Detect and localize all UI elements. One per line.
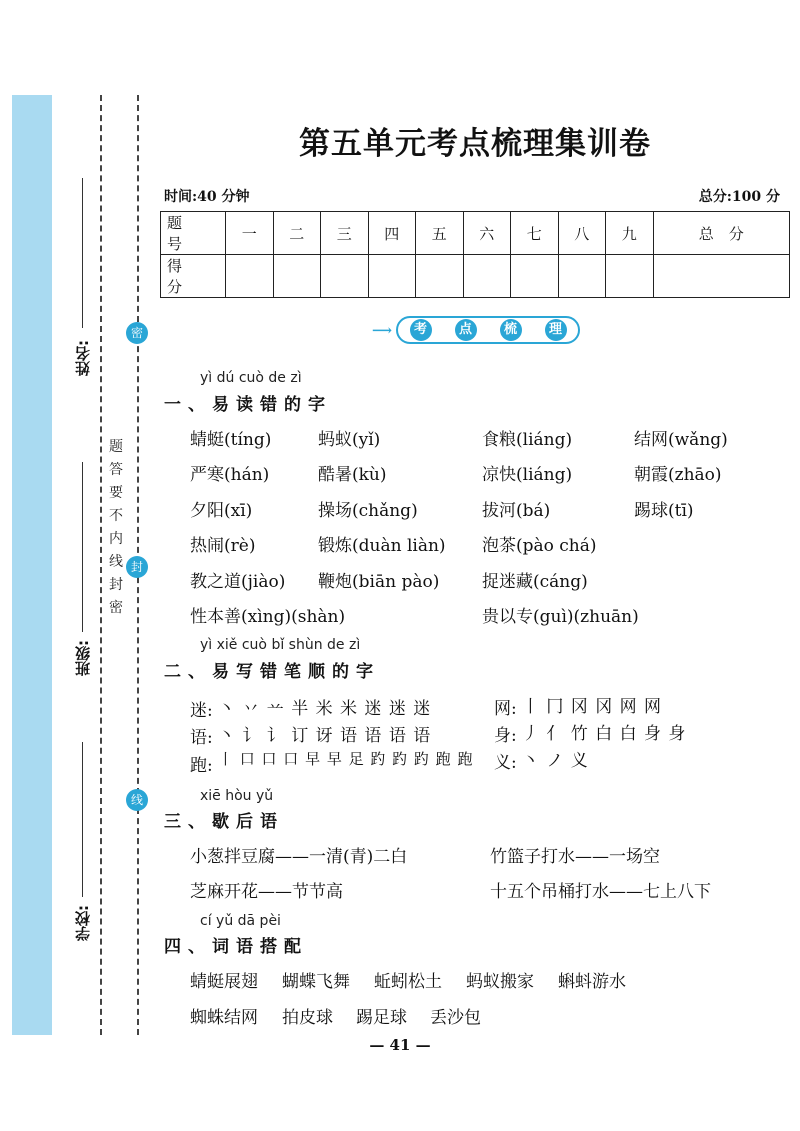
- page-number: — 41 —: [369, 1036, 431, 1054]
- word-item: 锻炼(duàn liàn): [318, 536, 446, 556]
- stroke-char: 身:: [494, 726, 517, 746]
- stroke-char: 网:: [494, 699, 517, 719]
- phrase-item: 蚂蚁搬家: [466, 972, 534, 992]
- word-item: 性本善(xìng)(shàn): [190, 607, 346, 627]
- word-item: 蜻蜓(tíng): [190, 430, 272, 450]
- row-label-cell: 得 分: [161, 255, 226, 298]
- phrase-item: 拍皮球: [282, 1008, 333, 1028]
- section3-pinyin: xiē hòu yǔ: [200, 788, 274, 804]
- score-cell[interactable]: [226, 255, 274, 298]
- section2-heading: 二、易写错笔顺的字: [164, 662, 380, 682]
- warning-char: 要: [109, 485, 123, 501]
- stroke-order: 丿 亻 竹 白 白 身 身: [522, 724, 687, 744]
- word-item: 泡茶(pào chá): [482, 536, 597, 556]
- section3-heading: 三、歇后语: [164, 812, 284, 832]
- stroke-char: 跑:: [190, 756, 213, 776]
- score-cell[interactable]: [273, 255, 321, 298]
- phrase-item: 踢足球: [356, 1008, 407, 1028]
- score-cell[interactable]: [321, 255, 369, 298]
- phrase-item: 蜘蛛结网: [190, 1008, 258, 1028]
- word-item: 鞭炮(biān pào): [318, 572, 440, 592]
- banner-pill: [396, 316, 580, 344]
- phrase-item: 蜻蜓展翅: [190, 972, 258, 992]
- section-banner: [372, 316, 578, 342]
- time-limit: 时间:40 分钟: [164, 189, 250, 205]
- word-item: 夕阳(xī): [190, 501, 253, 521]
- score-cell[interactable]: [653, 255, 789, 298]
- header-cell: 题 号: [161, 212, 226, 255]
- section1-heading: 一、易读错的字: [164, 395, 332, 415]
- stroke-char: 迷:: [190, 701, 213, 721]
- seal-circle-xian: 线: [126, 789, 148, 811]
- word-item: 蚂蚁(yǐ): [318, 430, 381, 450]
- word-item: 教之道(jiào): [190, 572, 286, 592]
- stroke-order: 丶 丷 䒑 半 米 米 迷 迷 迷: [218, 699, 432, 719]
- stroke-order: 丶 讠 讠 订 讶 语 语 语 语: [218, 726, 432, 746]
- class-line[interactable]: [82, 462, 83, 632]
- warning-char: 内: [109, 531, 123, 547]
- school-label: 学校:: [74, 905, 92, 941]
- word-item: 捉迷藏(cáng): [482, 572, 588, 592]
- header-cell: 二: [273, 212, 321, 255]
- stroke-order: 丶 ノ 义: [522, 751, 589, 771]
- phrase-item: 蝌蚪游水: [558, 972, 626, 992]
- word-item: 酷暑(kù): [318, 465, 387, 485]
- score-cell[interactable]: [416, 255, 464, 298]
- warning-char: 答: [109, 462, 123, 478]
- page-title: 第五单元考点梳理集训卷: [299, 126, 651, 162]
- section2-pinyin: yì xiě cuò bǐ shùn de zì: [200, 637, 361, 653]
- section4-pinyin: cí yǔ dā pèi: [200, 913, 281, 929]
- warning-char: 密: [109, 600, 123, 616]
- warning-char: 题: [109, 439, 123, 455]
- stroke-char: 义:: [494, 753, 517, 773]
- cut-line-outer: [100, 95, 102, 1035]
- side-color-strip: [12, 95, 52, 1035]
- phrase-item: 丢沙包: [430, 1008, 481, 1028]
- header-cell: 七: [511, 212, 559, 255]
- word-item: 食粮(liáng): [482, 430, 573, 450]
- score-table-score-row: [161, 255, 790, 298]
- header-cell: 九: [606, 212, 654, 255]
- score-cell[interactable]: [511, 255, 559, 298]
- stroke-char: 语:: [190, 728, 213, 748]
- score-cell[interactable]: [606, 255, 654, 298]
- stroke-order: 丨 口 口 口 早 早 足 趵 趵 趵 跑 跑: [218, 750, 474, 768]
- warning-char: 不: [109, 508, 123, 524]
- total-score: 总分:100 分: [698, 189, 780, 205]
- seal-warning-text: [106, 436, 126, 620]
- score-cell[interactable]: [368, 255, 416, 298]
- header-cell: 三: [321, 212, 369, 255]
- section1-pinyin: yì dú cuò de zì: [200, 370, 302, 386]
- score-table: [160, 211, 790, 298]
- word-item: 结网(wǎng): [634, 430, 728, 450]
- score-cell[interactable]: [558, 255, 606, 298]
- header-cell: 六: [463, 212, 511, 255]
- banner-char: 梳: [500, 319, 522, 341]
- school-line[interactable]: [82, 742, 83, 897]
- word-item: 拔河(bá): [482, 501, 551, 521]
- score-cell[interactable]: [463, 255, 511, 298]
- warning-char: 封: [109, 577, 123, 593]
- score-table-header-row: [161, 212, 790, 255]
- header-cell: 八: [558, 212, 606, 255]
- word-item: 操场(chǎng): [318, 501, 418, 521]
- stroke-order: 丨 冂 冈 冈 网 网: [522, 697, 663, 717]
- word-item: 严寒(hán): [190, 465, 270, 485]
- header-cell: 一: [226, 212, 274, 255]
- idiom-item: 芝麻开花——节节高: [190, 882, 343, 902]
- phrase-item: 蝴蝶飞舞: [282, 972, 350, 992]
- section4-heading: 四、词语搭配: [164, 937, 308, 957]
- word-item: 朝霞(zhāo): [634, 465, 722, 485]
- banner-char: 考: [410, 319, 432, 341]
- warning-char: 线: [109, 554, 123, 570]
- idiom-item: 十五个吊桶打水——七上八下: [490, 882, 711, 902]
- banner-char: 理: [545, 319, 567, 341]
- word-item: 凉快(liáng): [482, 465, 573, 485]
- phrase-item: 蚯蚓松土: [374, 972, 442, 992]
- word-item: 踢球(tī): [634, 501, 694, 521]
- header-cell: 四: [368, 212, 416, 255]
- seal-circle-mi: 密: [126, 322, 148, 344]
- header-cell: 五: [416, 212, 464, 255]
- class-label: 班级:: [74, 640, 92, 676]
- name-line[interactable]: [82, 178, 83, 328]
- banner-char: 点: [455, 319, 477, 341]
- arrow-icon: ⟶: [372, 323, 393, 339]
- word-item: 贵以专(guì)(zhuān): [482, 607, 639, 627]
- word-item: 热闹(rè): [190, 536, 256, 556]
- name-label: 姓名:: [74, 340, 92, 376]
- seal-circle-feng: 封: [126, 556, 148, 578]
- idiom-item: 竹篮子打水——一场空: [490, 847, 660, 867]
- idiom-item: 小葱拌豆腐——一清(青)二白: [190, 847, 408, 867]
- header-cell: 总 分: [653, 212, 789, 255]
